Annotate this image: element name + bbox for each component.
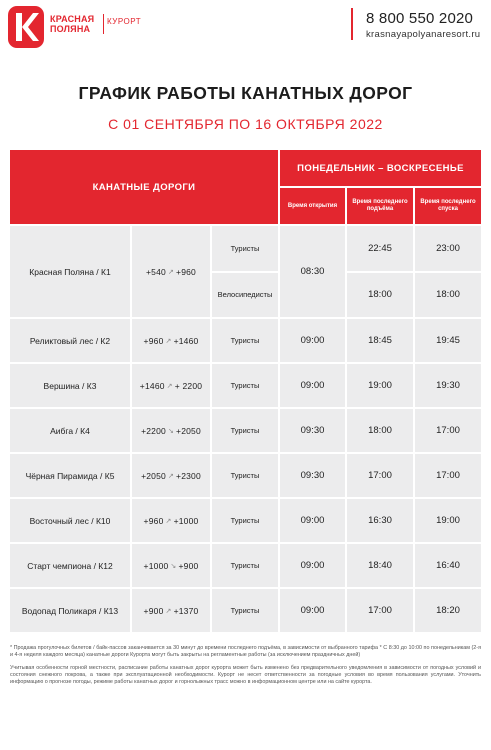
last-up-time: 18:40: [347, 544, 413, 587]
visitor-type: Туристы: [212, 544, 278, 587]
last-up-time: 17:00: [347, 589, 413, 632]
altitude-from: +900: [143, 605, 164, 616]
visitor-type: Туристы: [212, 589, 278, 632]
last-down-time: 19:45: [415, 319, 481, 362]
altitude-arrow-icon: ↗: [167, 472, 175, 480]
lift-altitude: [132, 589, 210, 632]
visitor-type: Туристы: [212, 319, 278, 362]
last-down-time: 19:30: [415, 364, 481, 407]
last-down-time: 18:20: [415, 589, 481, 632]
last-down-time: 23:00: [415, 226, 481, 271]
open-time: 09:30: [280, 409, 345, 452]
last-down-time: 18:00: [415, 273, 481, 318]
phone-number[interactable]: 8 800 550 2020: [366, 10, 474, 27]
open-time: 08:30: [280, 226, 345, 317]
last-up-time: 18:00: [347, 409, 413, 452]
logo-resort-label: КУРОРТ: [107, 17, 142, 26]
altitude-from: +1460: [139, 380, 165, 391]
header-days: ПОНЕДЕЛЬНИК – ВОСКРЕСЕНЬЕ: [280, 150, 481, 186]
visitor-type: Туристы: [212, 409, 278, 452]
last-up-time: 18:00: [347, 273, 413, 318]
altitude-arrow-icon: ↗: [167, 268, 175, 276]
open-time: 09:30: [280, 454, 345, 497]
website-link[interactable]: krasnayapolyanaresort.ru: [366, 29, 481, 40]
altitude-arrow-icon: ↘: [170, 562, 177, 570]
page-header: [0, 0, 491, 62]
schedule-table: [10, 150, 481, 632]
lift-name: Водопад Поликаря / К13: [10, 589, 130, 632]
altitude-from: +960: [143, 335, 164, 346]
header-lifts: КАНАТНЫЕ ДОРОГИ: [10, 150, 278, 224]
altitude-arrow-icon: ↗: [165, 337, 172, 345]
lift-altitude: [132, 454, 210, 497]
lift-altitude: [132, 226, 210, 317]
footnote: Учитывая особенности горной местности, расписание работы канатных дорог курорта может быть изменено без предварительного уведомления в зависимости от погодных условий и состояния снежного покрова, а также при эксплуатационной необходимости. Курорт не несет ответственности за погодные условия во время пользования услугами. Уточнить информацию о прогнозе погоды, режиме работы канатных дорог и горнолыжных трасс можно в информационном центре или на сайте курорта.: [10, 665, 481, 685]
page-title: ГРАФИК РАБОТЫ КАНАТНЫХ ДОРОГ: [78, 83, 413, 103]
last-up-time: 17:00: [347, 454, 413, 497]
logo-wordmark: КРАСНАЯ ПОЛЯНА: [50, 14, 95, 34]
lift-altitude: [132, 319, 210, 362]
open-time: 09:00: [280, 364, 345, 407]
altitude-to: + 2200: [174, 380, 203, 391]
krasnaya-polyana-logo-icon: [8, 6, 44, 48]
altitude-to: +960: [176, 266, 196, 277]
lift-altitude: [132, 364, 210, 407]
last-down-time: 19:00: [415, 499, 481, 542]
last-up-time: 19:00: [347, 364, 413, 407]
altitude-to: +1000: [173, 515, 199, 526]
lift-name: Вершина / К3: [10, 364, 130, 407]
footnote: * Продажа прогулочных билетов / байк-пассов заканчивается за 30 минут до времени последнего подъёма, в зависимости от выбранного тарифа * С 8:30 до 10:00 по понедельникам (2-я и 4-я неделя каждого месяца) канатные дороги Курорта могут быть закрыты на регламентные работы (за исключением праздничных дней): [10, 645, 481, 658]
altitude-from: +1000: [143, 560, 169, 571]
lift-altitude: [132, 544, 210, 587]
header-open-time: Время открытия: [280, 188, 345, 224]
altitude-to: +2300: [176, 470, 201, 481]
page-subtitle: С 01 СЕНТЯБРЯ ПО 16 ОКТЯБРЯ 2022: [108, 116, 383, 132]
lift-name: Красная Поляна / К1: [10, 226, 130, 317]
header-last-up: Время последнего подъёма: [347, 188, 413, 224]
open-time: 09:00: [280, 499, 345, 542]
open-time: 09:00: [280, 544, 345, 587]
lift-altitude: [132, 409, 210, 452]
last-down-time: 17:00: [415, 454, 481, 497]
contact-divider: [351, 8, 353, 40]
altitude-from: +960: [143, 515, 164, 526]
last-down-time: 17:00: [415, 409, 481, 452]
altitude-from: +2050: [141, 470, 166, 481]
altitude-to: +2050: [176, 425, 201, 436]
altitude-arrow-icon: ↗: [165, 607, 172, 615]
visitor-type: Туристы: [212, 454, 278, 497]
lift-name: Аибга / К4: [10, 409, 130, 452]
lift-name: Старт чемпиона / К12: [10, 544, 130, 587]
lift-altitude: [132, 499, 210, 542]
last-down-time: 16:40: [415, 544, 481, 587]
visitor-type: Туристы: [212, 364, 278, 407]
last-up-time: 22:45: [347, 226, 413, 271]
footnotes: [10, 645, 481, 692]
visitor-type: Туристы: [212, 226, 278, 271]
open-time: 09:00: [280, 319, 345, 362]
visitor-type: Туристы: [212, 499, 278, 542]
altitude-arrow-icon: ↘: [167, 427, 175, 435]
altitude-from: +2200: [141, 425, 166, 436]
lift-name: Чёрная Пирамида / К5: [10, 454, 130, 497]
logo-divider: [103, 14, 104, 34]
last-up-time: 18:45: [347, 319, 413, 362]
altitude-to: +1370: [173, 605, 199, 616]
lift-name: Реликтовый лес / К2: [10, 319, 130, 362]
header-last-down: Время последнего спуска: [415, 188, 481, 224]
altitude-from: +540: [146, 266, 166, 277]
altitude-to: +900: [178, 560, 199, 571]
altitude-to: +1460: [173, 335, 199, 346]
lift-name: Восточный лес / К10: [10, 499, 130, 542]
visitor-type: Велосипедисты: [212, 273, 278, 318]
last-up-time: 16:30: [347, 499, 413, 542]
open-time: 09:00: [280, 589, 345, 632]
altitude-arrow-icon: ↗: [165, 517, 172, 525]
altitude-arrow-icon: ↗: [166, 382, 173, 390]
